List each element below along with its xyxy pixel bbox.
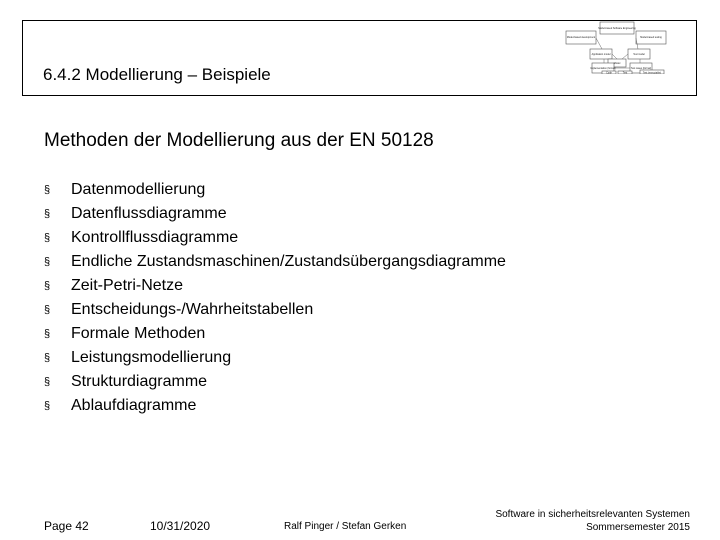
diagram-label-b3: Test (executable) [642,71,662,74]
footer-semester: Sommersemester 2015 [586,522,690,533]
list-item-text: Datenmodellierung [71,181,206,198]
list-item [44,252,506,276]
bullet-icon: § [44,232,51,244]
diagram-label-mr: Test model [633,53,645,56]
list-item-text: Ablaufdiagramme [71,397,197,414]
bullet-icon: § [44,328,51,340]
list-item-text: Entscheidungs-/Wahrheitstabellen [71,301,314,318]
diagram-label-b1: Code [606,71,612,74]
diagram-label-tl: Model-based development [566,36,596,39]
footer-page-number: Page 42 [44,519,89,533]
diagram-label-bl: Implementation (formal) [590,67,616,70]
footer-course: Software in sicherheitsrelevanten Systemen [495,509,690,520]
diagram-label-tr: Model-based testing [640,36,662,39]
footer-course-info [495,508,690,534]
bullet-icon: § [44,256,51,268]
slide-subtitle: Methoden der Modellierung aus der EN 50128 [44,130,434,151]
diagram-label-ml: Application model [591,53,611,56]
list-item [44,180,506,204]
list-item-text: Formale Methoden [71,325,206,342]
bullet-icon: § [44,208,51,220]
list-item-text: Zeit-Petri-Netze [71,277,184,294]
list-item-text: Strukturdiagramme [71,373,208,390]
list-item [44,372,506,396]
list-item-text: Kontrollflussdiagramme [71,229,239,246]
list-item-text: Leistungsmodellierung [71,349,232,366]
footer-date: 10/31/2020 [150,519,211,533]
diagram-label-center: Model [613,62,621,65]
list-item-text: Datenflussdiagramme [71,205,227,222]
list-item [44,396,506,420]
list-item-text: Endliche Zustandsmaschinen/Zustandsübergangsdiagramme [71,253,506,270]
slide-title: 6.4.2 Modellierung – Beispiele [43,65,271,84]
diagram-label-br: Test cases (formal) [630,67,652,70]
bullet-icon: § [44,184,51,196]
bullet-icon: § [44,304,51,316]
list-item [44,300,506,324]
list-item [44,204,506,228]
list-item [44,276,506,300]
model-based-engineering-diagram [560,2,672,74]
diagram-label-b2: Test [622,71,628,74]
bullet-icon: § [44,400,51,412]
diagram-label-top: Model-based Software Engineering [598,27,636,30]
bullet-list [44,180,506,420]
list-item [44,228,506,252]
bullet-icon: § [44,352,51,364]
bullet-icon: § [44,376,51,388]
footer-authors: Ralf Pinger / Stefan Gerken [284,521,407,532]
bullet-icon: § [44,280,51,292]
list-item [44,324,506,348]
list-item [44,348,506,372]
